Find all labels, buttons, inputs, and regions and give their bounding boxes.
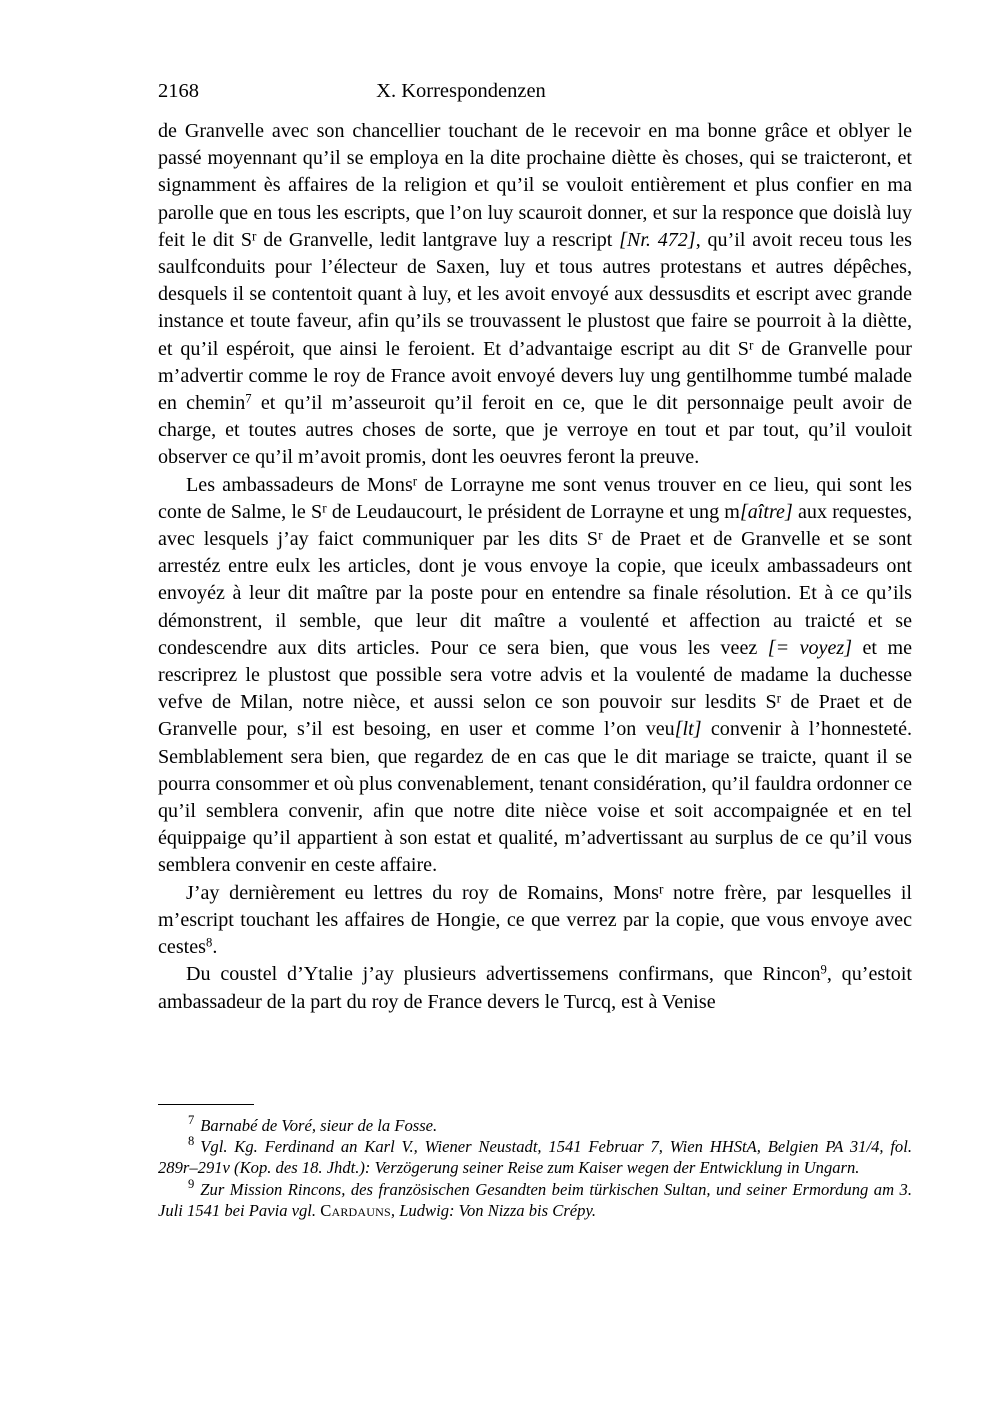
superscript-abbreviation: r xyxy=(412,473,418,489)
text-run: Les ambassadeurs de Mons xyxy=(186,473,413,496)
italic-run: Vgl. Kg. Ferdinand an Karl V., Wiener Neustadt, 1541 Februar 7, Wien HHStA, Belgien PA 31/4, fol. 289r–291v (Kop. des 18. Jhdt.): Verzögerung seiner Reise zum Kaiser wegen der Entwicklung in Ungarn. xyxy=(158,1137,912,1178)
text-run: S xyxy=(765,691,777,714)
text-run: et qu’il m’asseuroit qu’il feroit en ce, que le dit personnaige peult avoir de charge, et toutes autres choses de sorte, que je verroye en tout et par tout, qu’il vouloit observer ce qu’il m’avoit promis, dont les oeuvres feront la preuve. xyxy=(158,392,912,469)
text-run: , qu’il avoit receu tous les saulfconduits pour l’électeur de Saxen, luy et tous autres protestans et autres dépêches, desquels il se contentoit quant à luy, et les avoit envoyé aux dessusdits et escript avec grande instance et toute faveur, afin qu’ils se trouvassent le plustost que faire se pourroit à la diètte, et qu’il espéroit, que ainsi le feroient. Et d’advantaige escript au dit xyxy=(158,228,912,360)
para-ambassadeurs xyxy=(158,472,912,880)
footnote-9 xyxy=(158,1176,912,1221)
text-run: de Granvelle pour m’advertir comme le roy de France avoit envoyé devers luy ung gentilhomme tumbé malade en chemin xyxy=(158,337,912,415)
text-run: de Leudaucourt, le président de Lorrayne et ung m xyxy=(326,500,740,523)
superscript-abbreviation: r xyxy=(322,500,327,516)
text-run: S xyxy=(737,337,749,360)
footnote-reference: 7 xyxy=(245,391,252,406)
footnote-8 xyxy=(158,1136,912,1178)
small-caps-name: Cardauns xyxy=(320,1200,391,1220)
text-run: Du coustel d’Ytalie j’ay plusieurs advertissemens confirmans, que Rincon xyxy=(186,963,821,986)
footnote-section xyxy=(158,1104,912,1221)
text-run: notre frère, par lesquelles il m’escript touchant les affaires de Hongie, ce que verrez par la copie, que vous envoye avec cestes xyxy=(158,881,912,959)
footnote-reference: 8 xyxy=(205,935,213,950)
footnote-list xyxy=(158,1115,912,1221)
italic-run: Barnabé de Voré, sieur de la Fosse. xyxy=(200,1116,438,1135)
footnote-reference: 9 xyxy=(820,962,827,977)
text-run: S xyxy=(311,500,323,523)
para-granvelle xyxy=(158,118,912,472)
text-run: de Granvelle avec son chancellier touchant de le recevoir en ma bonne grâce et oblyer le passé moyennant qu’il se employa en la dite prochaine diètte ès choses, qui se traicteront, et signamment ès affaires de la religion et qu’il se vouloit entièrement et plus confier en ma parolle que en tous les escripts, que l’on luy scauroit donner, et sur la responce que doislà luy feit le dit xyxy=(158,120,912,251)
superscript-abbreviation: r xyxy=(598,527,603,543)
footnote-marker: 8 xyxy=(188,1134,195,1149)
body-text xyxy=(158,118,912,1016)
superscript-abbreviation: r xyxy=(252,228,257,244)
text-run: S xyxy=(586,528,599,551)
text-run: de Praet et de Granvelle et se sont arrestéz entre eulx les articles, dont je vous envoye la copie, que iceulx ambassadeurs ont envoyéz à leur dit maître par la poste pour en entendre sa finale résolution. Et à ce qu’ils démonstrent, il semble, que leur dit maître a voulenté et affection au traicté et se condescendre aux dits articles. Pour ce sera bien, que vous les veez xyxy=(158,528,912,659)
running-head-title: X. Korrespondenzen xyxy=(376,80,546,102)
italic-run: [= voyez] xyxy=(767,636,853,659)
text-run: aux requestes, avec lesquels j’ay faict communiquer par les dits xyxy=(158,500,912,551)
text-run: J’ay dernièrement eu lettres du roy de Romains, Mons xyxy=(186,881,659,904)
superscript-abbreviation: r xyxy=(658,881,664,897)
text-run: et me rescriprez le plustost que possible sera votre advis et la voulenté de madame la duchesse vefve de Milan, notre nièce, et aussi selon ce son pouvoir sur lesdits xyxy=(158,636,912,714)
para-ytalie xyxy=(158,961,912,1015)
text-run: de Praet et de Granvelle pour, s’il est besoing, en user et comme l’on veu xyxy=(158,691,912,741)
page-number: 2168 xyxy=(158,80,199,102)
text-run: de Granvelle, ledit lantgrave luy a rescript xyxy=(256,228,620,251)
text-run: de Lorrayne me sont venus trouver en ce lieu, qui sont les conte de Salme, le xyxy=(158,473,912,523)
text-run: S xyxy=(240,228,252,251)
footnote-separator-rule xyxy=(158,1104,254,1105)
italic-run: [Nr. 472] xyxy=(619,228,696,251)
footnote-marker: 9 xyxy=(188,1176,195,1191)
italic-run: [aître] xyxy=(739,500,793,523)
footnote-7 xyxy=(158,1115,912,1136)
italic-run: [lt] xyxy=(674,718,702,741)
footnote-marker: 7 xyxy=(188,1113,195,1128)
text-run: . xyxy=(212,936,218,959)
text-run: convenir à l’honnesteté. Semblablement sera bien, que regardez de en cas que le dit mariage se traicte, quant il se pourra consommer et où plus convenablement, tenant considération, qu’il fauldra ordonner ce qu’il semblera convenir, afin que notre dite nièce voise et soit accompaignée et en tel équippaige qu’il appartient à son estat et qualité, m’advertissant au surplus de ce qu’il vous semblera convenir en ceste affaire. xyxy=(158,718,913,877)
superscript-abbreviation: r xyxy=(776,690,782,706)
running-head xyxy=(158,78,912,104)
italic-run: , Ludwig: Von Nizza bis Crépy. xyxy=(390,1200,597,1220)
para-romains xyxy=(158,880,912,962)
superscript-abbreviation: r xyxy=(748,337,754,353)
text-run: , qu’estoit ambassadeur de la part du roy de France devers le Turcq, est à Venise xyxy=(158,963,912,1013)
italic-run: Zur Mission Rincons, des französischen Gesandten beim türkischen Sultan, und seiner Ermordung am 3. Juli 1541 bei Pavia vgl. xyxy=(158,1179,912,1220)
